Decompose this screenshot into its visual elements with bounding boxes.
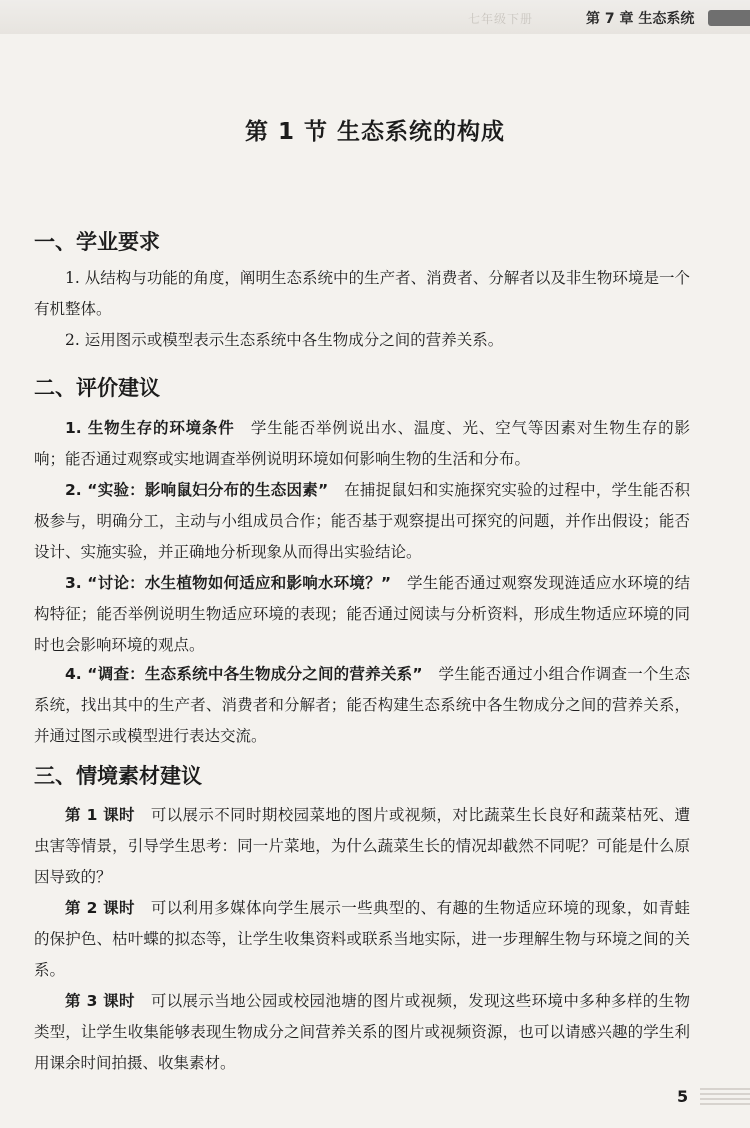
page-number: 5 — [677, 1087, 689, 1106]
evaluation-item-title: 1. 生物生存的环境条件 — [65, 419, 235, 437]
lesson-text: 可以利用多媒体向学生展示一些典型的、有趣的生物适应环境的现象，如青蛙的保护色、枯叶蝶的拟态等，让学生收集资料或联系当地实际，进一步理解生物与环境之间的关系。 — [34, 899, 690, 979]
evaluation-item-3 — [34, 568, 690, 661]
lesson-suggestion-3 — [34, 986, 690, 1079]
lesson-title: 第 3 课时 — [65, 992, 135, 1010]
requirement-1: 1. 从结构与功能的角度，阐明生态系统中的生产者、消费者、分解者以及非生物环境是一个有机整体。 — [34, 269, 690, 318]
evaluation-item-title: 3. “讨论：水生植物如何适应和影响水环境？” — [65, 574, 392, 592]
heading-evaluation-suggestions: 二、评价建议 — [34, 376, 160, 400]
chapter-tab-marker — [708, 10, 750, 26]
evaluation-item-title: 2. “实验：影响鼠妇分布的生态因素” — [65, 481, 329, 499]
evaluation-item-4 — [34, 659, 690, 752]
evaluation-item-text: 学生能否通过小组合作调查一个生态系统，找出其中的生产者、消费者和分解者；能否构建生态系统中各生物成分之间的营养关系，并通过图示或模型进行表达交流。 — [34, 665, 690, 745]
heading-context-material-suggestions: 三、情境素材建议 — [34, 764, 202, 788]
evaluation-item-2 — [34, 475, 690, 568]
footer-decoration — [700, 1088, 750, 1106]
heading-academic-requirements: 一、学业要求 — [34, 230, 160, 254]
chapter-title: 第 7 章 生态系统 — [586, 11, 695, 27]
evaluation-item-text: 学生能否举例说出水、温度、光、空气等因素对生物生存的影响；能否通过观察或实地调查举例说明环境如何影响生物的生活和分布。 — [34, 419, 690, 468]
running-header — [0, 0, 750, 34]
evaluation-item-text: 学生能否通过观察发现涟适应水环境的结构特征；能否举例说明生物适应环境的表现；能否通过阅读与分析资料，形成生物适应环境的同时也会影响环境的观点。 — [34, 574, 690, 654]
lesson-title: 第 1 课时 — [65, 806, 135, 824]
lesson-suggestion-1 — [34, 800, 690, 893]
evaluation-item-text: 在捕捉鼠妇和实施探究实验的过程中，学生能否积极参与，明确分工，主动与小组成员合作；能否基于观察提出可探究的问题，并作出假设；能否设计、实施实验，并正确地分析现象从而得出实验结论。 — [34, 481, 690, 561]
evaluation-item-title: 4. “调查：生态系统中各生物成分之间的营养关系” — [65, 665, 423, 683]
lesson-title: 第 2 课时 — [65, 899, 135, 917]
lesson-text: 可以展示当地公园或校园池塘的图片或视频，发现这些环境中多种多样的生物类型，让学生收集能够表现生物成分之间营养关系的图片或视频资源，也可以请感兴趣的学生利用课余时间拍摄、收集素材。 — [34, 992, 690, 1072]
lesson-suggestion-2 — [34, 893, 690, 986]
lesson-text: 可以展示不同时期校园菜地的图片或视频，对比蔬菜生长良好和蔬菜枯死、遭虫害等情景，引导学生思考：同一片菜地，为什么蔬菜生长的情况却截然不同呢？可能是什么原因导致的？ — [34, 806, 690, 886]
section-title: 第 1 节 生态系统的构成 — [244, 119, 506, 145]
evaluation-item-1 — [34, 413, 690, 475]
requirement-2: 2. 运用图示或模型表示生态系统中各生物成分之间的营养关系。 — [65, 331, 504, 349]
book-title-faint: 七年级下册 — [468, 12, 534, 26]
